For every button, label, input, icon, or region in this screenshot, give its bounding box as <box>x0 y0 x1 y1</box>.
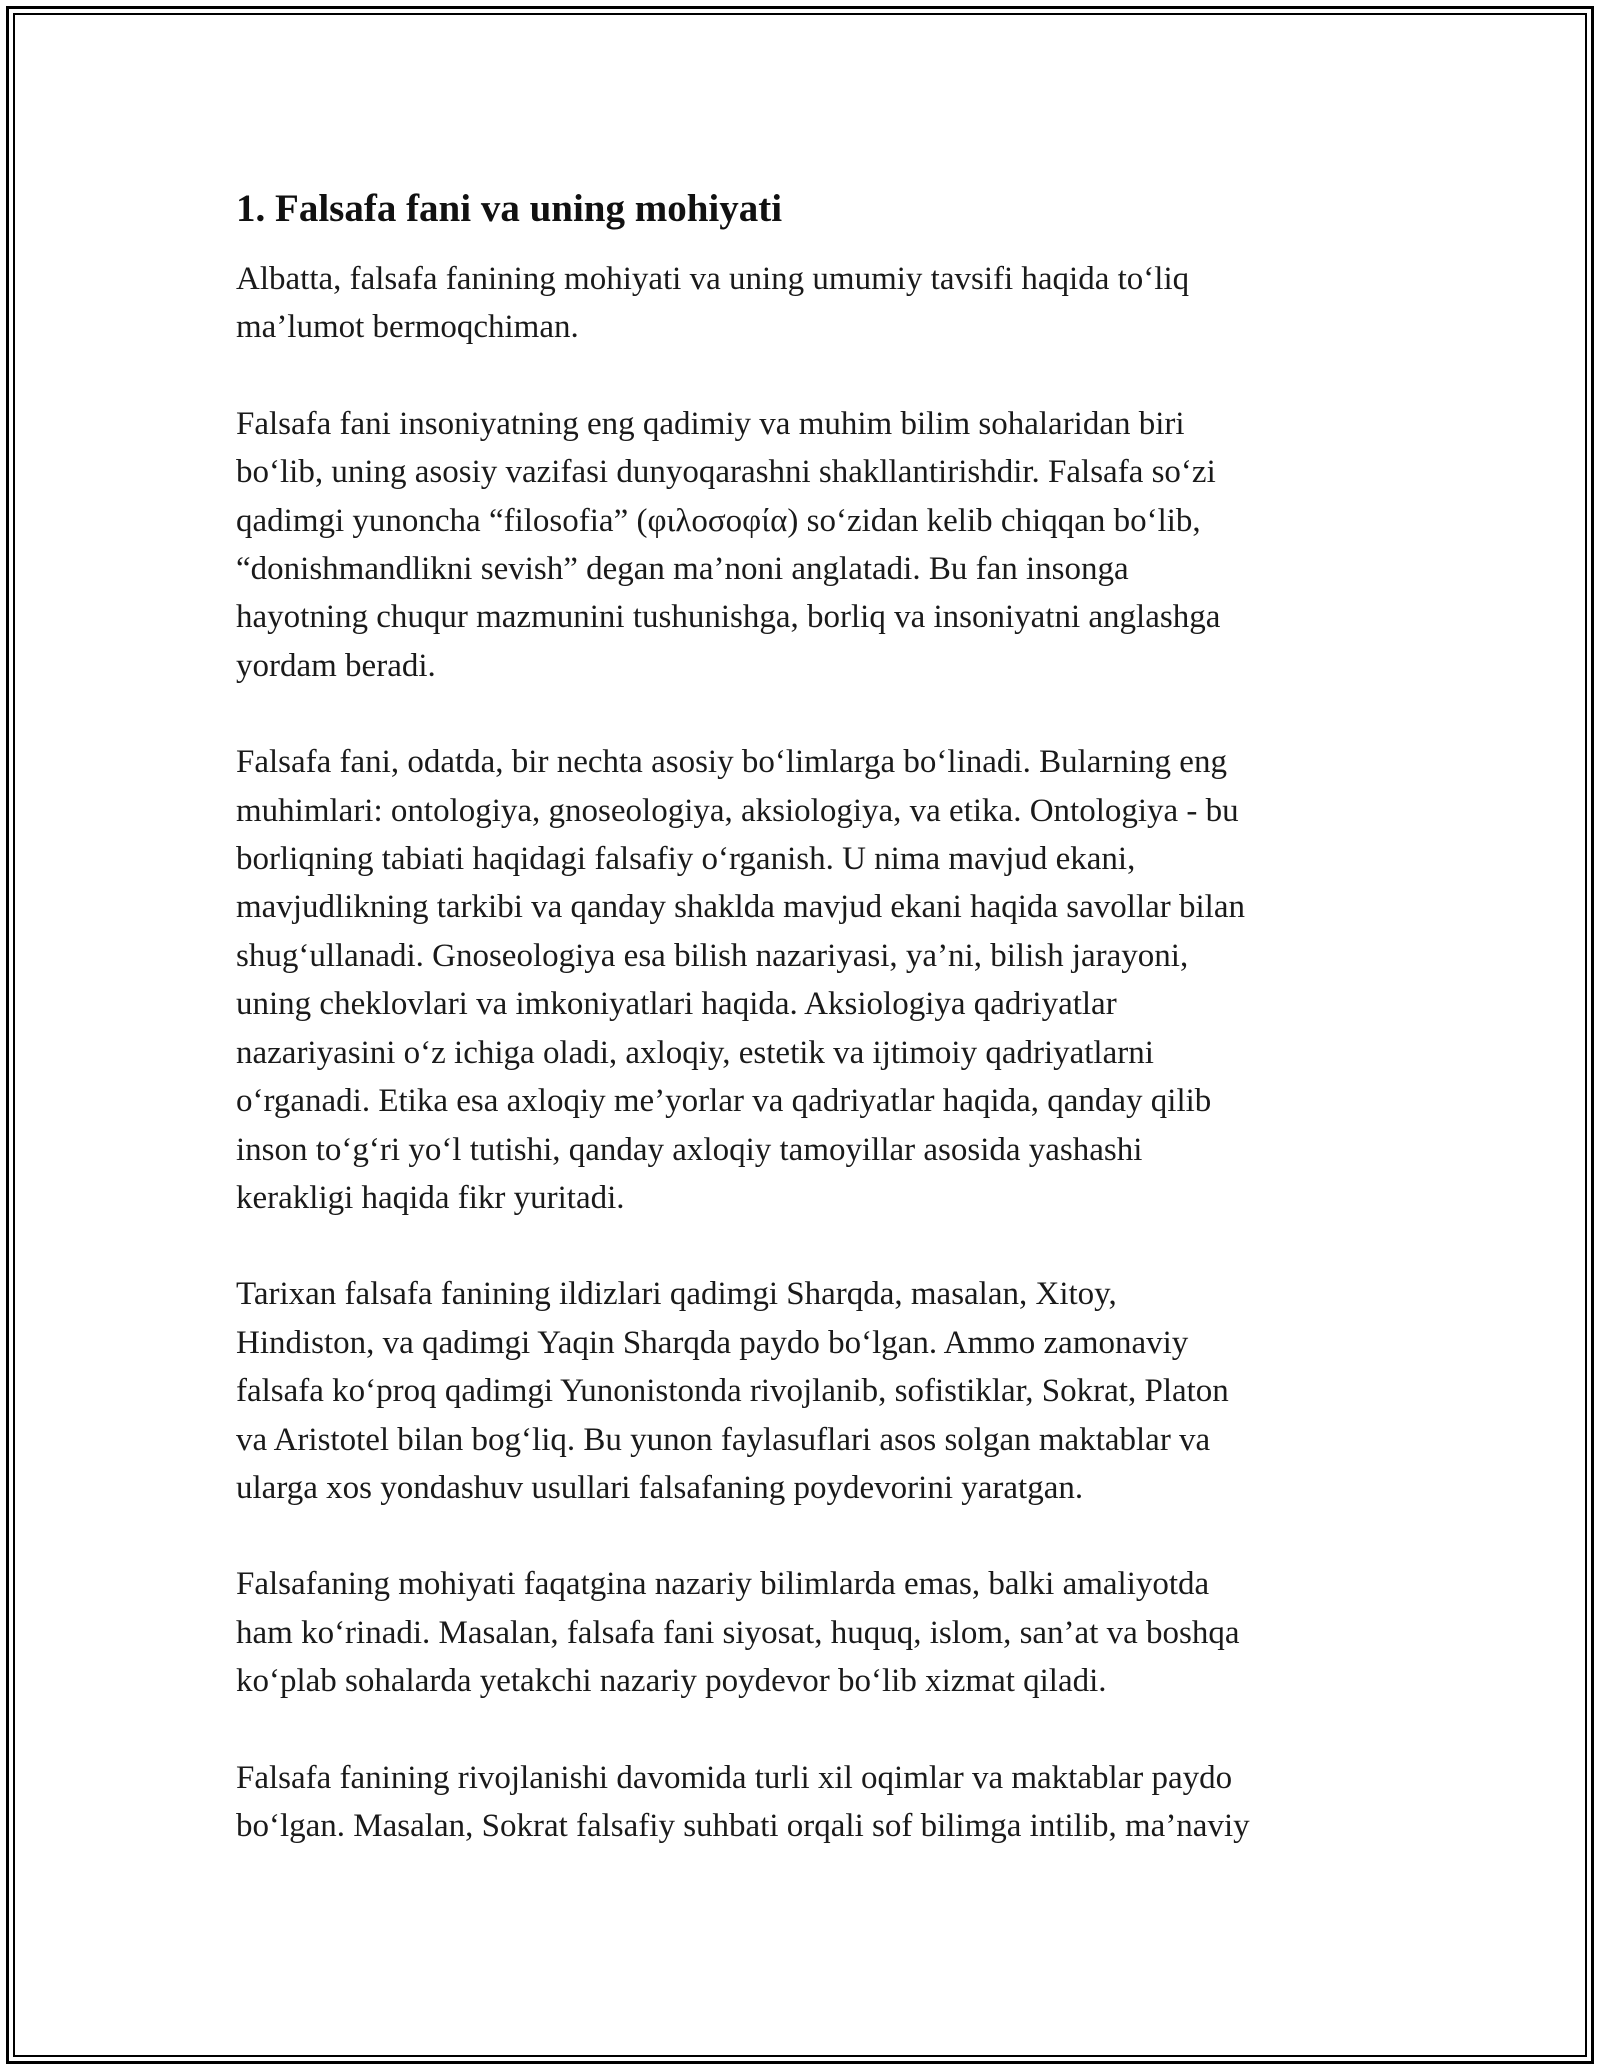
paragraph-line: Albatta, falsafa fanining mohiyati va uning umumiy tavsifi haqida to‘liq <box>236 261 1190 297</box>
paragraph-line: bo‘lgan. Masalan, Sokrat falsafiy suhbati orqali sof bilimga intilib, ma’naviy <box>236 1807 1250 1844</box>
paragraph-line: nazariyasini o‘z ichiga oladi, axloqiy, estetik va ijtimoiy qadriyatlarni <box>236 1034 1154 1071</box>
paragraph-practice <box>236 1560 1366 1705</box>
paragraph-line: hayotning chuqur mazmunini tushunishga, borliq va insoniyatni anglashga <box>236 599 1221 636</box>
paragraph-line: ma’lumot bermoqchiman. <box>236 309 579 346</box>
paragraph-line: kerakligi haqida fikr yuritadi. <box>236 1179 625 1216</box>
paragraph-line: bo‘lib, uning asosiy vazifasi dunyoqarashni shakllantirishdir. Falsafa so‘zi <box>236 454 1216 491</box>
paragraph-line: ularga xos yondashuv usullari falsafaning poydevorini yaratgan. <box>236 1469 1084 1506</box>
paragraph-branches <box>236 738 1366 1222</box>
paragraph-line: Tarixan falsafa fanining ildizlari qadimgi Sharqda, masalan, Xitoy, <box>236 1276 1117 1313</box>
paragraph-schools <box>236 1754 1366 1851</box>
paragraph-line: va Aristotel bilan bog‘liq. Bu yunon faylasuflari asos solgan maktablar va <box>236 1421 1211 1458</box>
paragraph-line: Falsafa fanining rivojlanishi davomida turli xil oqimlar va maktablar paydo <box>236 1759 1233 1796</box>
paragraph-line: borliqning tabiati haqidagi falsafiy o‘rganish. U nima mavjud ekani, <box>236 841 1136 878</box>
paragraph-line: shug‘ullanadi. Gnoseologiya esa bilish nazariyasi, ya’ni, bilish jarayoni, <box>236 937 1189 974</box>
paragraph-line: “donishmandlikni sevish” degan ma’noni anglatadi. Bu fan insonga <box>236 551 1129 588</box>
paragraph-line: Falsafa fani insoniyatning eng qadimiy va muhim bilim sohalaridan biri <box>236 405 1185 442</box>
paragraph-history <box>236 1270 1366 1512</box>
paragraph-line: o‘rganadi. Etika esa axloqiy me’yorlar va qadriyatlar haqida, qanday qilib <box>236 1083 1212 1120</box>
paragraph-intro <box>236 255 1366 352</box>
paragraph-line: uning cheklovlari va imkoniyatlari haqida. Aksiologiya qadriyatlar <box>236 986 1117 1023</box>
paragraph-line: Hindiston, va qadimgi Yaqin Sharqda paydo bo‘lgan. Ammo zamonaviy <box>236 1324 1189 1361</box>
paragraph-line: muhimlari: ontologiya, gnoseologiya, aksiologiya, va etika. Ontologiya - bu <box>236 792 1239 829</box>
section-heading: 1. Falsafa fani va uning mohiyati <box>236 187 783 230</box>
paragraph-definition <box>236 400 1366 690</box>
paragraph-line: ham ko‘rinadi. Masalan, falsafa fani siyosat, huquq, islom, san’at va boshqa <box>236 1614 1240 1651</box>
paragraph-line: qadimgi yunoncha “filosofia” (φιλοσοφία) so‘zidan kelib chiqqan bo‘lib, <box>236 502 1201 539</box>
paragraph-line: Falsafaning mohiyati faqatgina nazariy bilimlarda emas, balki amaliyotda <box>236 1566 1210 1603</box>
paragraph-line: inson to‘g‘ri yo‘l tutishi, qanday axloqiy tamoyillar asosida yashashi <box>236 1131 1143 1168</box>
paragraph-line: falsafa ko‘proq qadimgi Yunonistonda rivojlanib, sofistiklar, Sokrat, Platon <box>236 1373 1229 1410</box>
paragraph-line: ko‘plab sohalarda yetakchi nazariy poydevor bo‘lib xizmat qiladi. <box>236 1663 1107 1700</box>
paragraph-line: mavjudlikning tarkibi va qanday shaklda mavjud ekani haqida savollar bilan <box>236 889 1245 926</box>
paragraph-line: yordam beradi. <box>236 647 436 684</box>
paragraph-line: Falsafa fani, odatda, bir nechta asosiy bo‘limlarga bo‘linadi. Bularning eng <box>236 744 1227 781</box>
document-content <box>236 185 1366 1898</box>
